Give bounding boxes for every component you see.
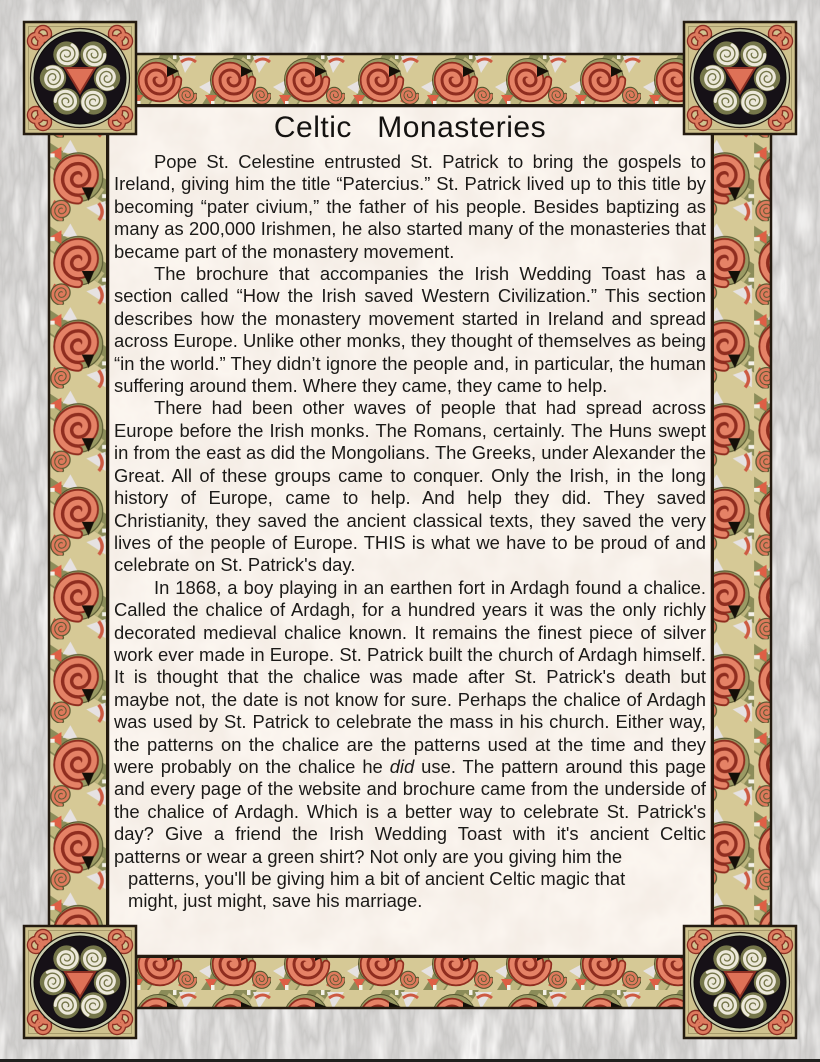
border-strip-left bbox=[49, 54, 108, 1008]
italic-word-did: did bbox=[389, 755, 415, 777]
paragraph-closing-lines: patterns, you'll be giving him a bit of ancient Celtic magic that might, just might, save his marriage. bbox=[128, 868, 626, 912]
paragraph-pope-celestine: Pope St. Celestine entrusted St. Patrick to bring the gospels to Ireland, giving him the title “Patercius.” St. Patrick lived up to this title by becoming “pater civium,” the father of his people. Besides baptizing as many as 200,000 Irishmen, he also started many of the monasteries that became part of the monastery movement. bbox=[114, 151, 706, 262]
paragraph-other-waves: There had been other waves of people that had spread across Europe before the Irish monks. The Romans, certainly. The Huns swept in from the east as did the Mongolians. The Greeks, under Alexander the Great. All of these groups came to conquer. Only the Irish, in the long history of Europe, came to help. And help they did. They saved Christianity, they saved the ancient classical texts, they saved the very lives of the people of Europe. THIS is what we have to be proud of and celebrate on St. Patrick's day. bbox=[114, 397, 706, 576]
border-strip-right bbox=[712, 54, 771, 1008]
article-body bbox=[114, 108, 706, 954]
page-title: Celtic Monasteries bbox=[273, 111, 547, 144]
paragraph-chalice-of-ardagh bbox=[114, 577, 706, 913]
paragraph-chalice-text-continued: use. The pattern around this page and every page of the website and brochure came from the underside of the chalice of Ardagh. Which is a better way to celebrate St. Patrick's day? Give a friend the Irish Wedding Toast with it's ancient Celtic patterns or wear a green shirt? Not only are you giving him the bbox=[114, 755, 706, 867]
border-strip-bottom bbox=[49, 956, 771, 1008]
border-strip-top bbox=[49, 54, 771, 106]
paragraph-brochure: The brochure that accompanies the Irish Wedding Toast has a section called “How the Irish saved Western Civilization.” This section describes how the monastery movement started in Ireland and spread across Europe. Unlike other monks, they thought of themselves as being “in the world.” They didn’t ignore the people and, in particular, the human suffering around them. Where they came, they came to help. bbox=[114, 263, 706, 397]
paragraph-chalice-text: In 1868, a boy playing in an earthen fort in Ardagh found a chalice. Called the chalice of Ardagh, for a hundred years it was the only richly decorated medieval chalice known. It remains the finest piece of silver work ever made in Europe. St. Patrick built the church of Ardagh himself. It is thought that the chalice was made after St. Patrick's death but maybe not, the date is not know for sure. Perhaps the chalice of Ardagh was used by St. Patrick to celebrate the mass in his church. Either way, the patterns on the chalice are the patterns used at the time and they were probably on the chalice he bbox=[114, 576, 706, 777]
